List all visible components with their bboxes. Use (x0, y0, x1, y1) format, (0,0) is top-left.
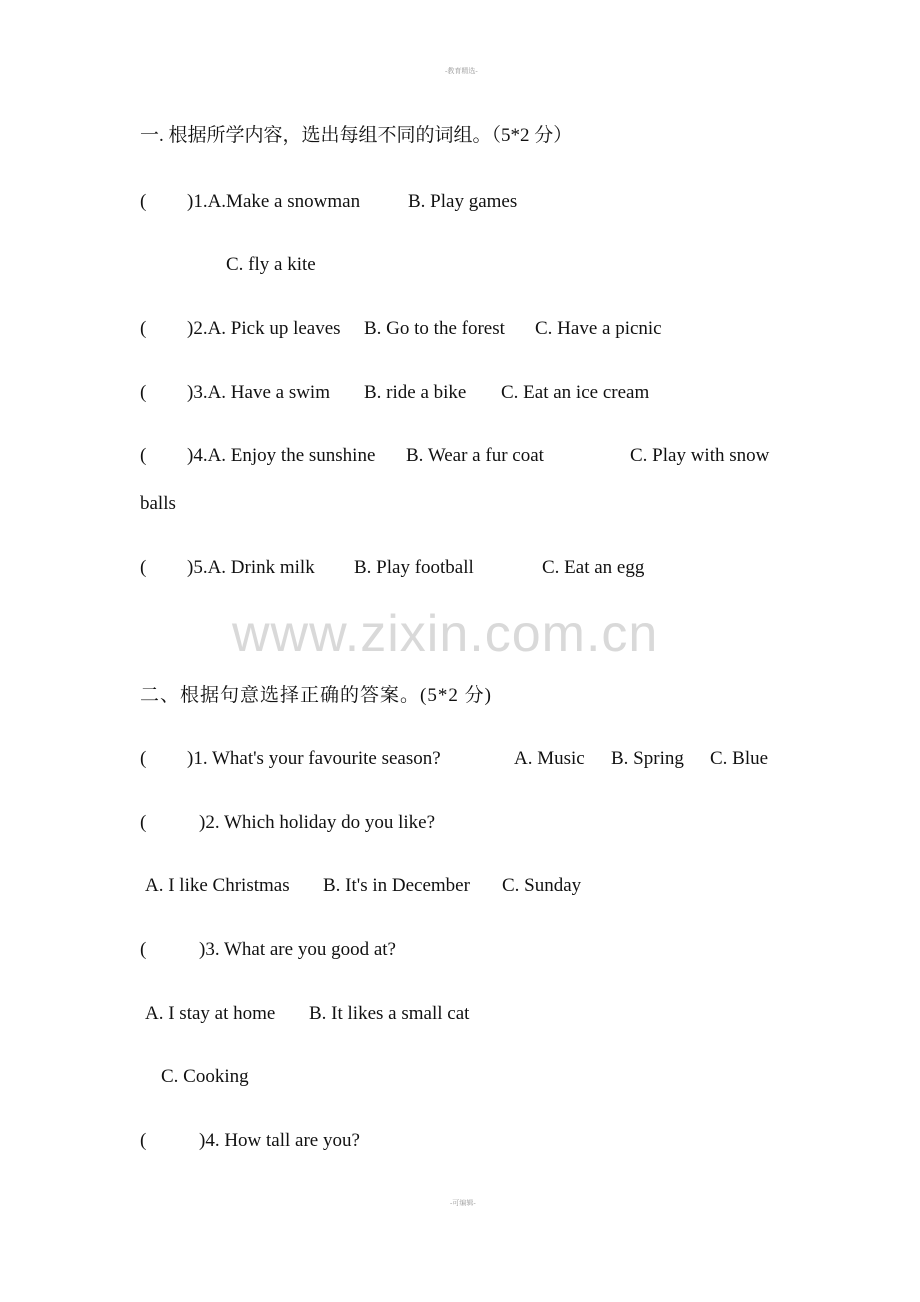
q4-option-c-cont: balls (140, 493, 176, 514)
s2-q3-option-b: B. It likes a small cat (309, 1003, 470, 1024)
q2-option-b: B. Go to the forest (364, 318, 505, 339)
q3-option-a: )3.A. Have a swim (187, 382, 330, 403)
s2-q2-question: )2. Which holiday do you like? (199, 812, 436, 833)
q3-option-b: B. ride a bike (364, 382, 467, 403)
watermark: www.zixin.com.cn (232, 605, 659, 663)
q1-paren: ( (140, 191, 147, 212)
footer-note: -可编辑- (450, 1199, 476, 1207)
q3-option-c: C. Eat an ice cream (501, 382, 650, 403)
q2-option-c: C. Have a picnic (535, 318, 662, 339)
q1-option-b: B. Play games (408, 191, 518, 212)
q5-option-c: C. Eat an egg (542, 557, 645, 578)
section2-title: 二、根据句意选择正确的答案。(5*2 分) (140, 685, 492, 706)
q4-option-b: B. Wear a fur coat (406, 445, 544, 466)
s2-q1-option-b: B. Spring (611, 748, 684, 769)
s2-q4-question: )4. How tall are you? (199, 1130, 360, 1151)
s2-q3-question: )3. What are you good at? (199, 939, 396, 960)
q4-paren: ( (140, 445, 147, 466)
q1-option-a: )1.A.Make a snowman (187, 191, 361, 212)
q3-paren: ( (140, 382, 147, 403)
q2-option-a: )2.A. Pick up leaves (187, 318, 341, 339)
s2-q1-option-a: A. Music (514, 748, 585, 769)
q5-paren: ( (140, 557, 147, 578)
section1-title: 一. 根据所学内容，选出每组不同的词组。（5*2 分） (140, 125, 573, 146)
q5-option-a: )5.A. Drink milk (187, 557, 315, 578)
s2-q2-option-c: C. Sunday (502, 875, 582, 896)
s2-q3-option-c: C. Cooking (161, 1066, 249, 1087)
q4-option-a: )4.A. Enjoy the sunshine (187, 445, 376, 466)
q2-paren: ( (140, 318, 147, 339)
s2-q3-option-a: A. I stay at home (145, 1003, 276, 1024)
s2-q2-paren: ( (140, 812, 147, 833)
q4-option-c: C. Play with snow (630, 445, 770, 466)
q5-option-b: B. Play football (354, 557, 474, 578)
s2-q1-option-c: C. Blue (710, 748, 769, 769)
s2-q4-paren: ( (140, 1130, 147, 1151)
q1-option-c: C. fly a kite (226, 254, 316, 275)
s2-q2-option-b: B. It's in December (323, 875, 470, 896)
s2-q2-option-a: A. I like Christmas (145, 875, 290, 896)
header-note: -教育精选- (445, 67, 478, 75)
s2-q3-paren: ( (140, 939, 147, 960)
s2-q1-question: )1. What's your favourite season? (187, 748, 441, 769)
s2-q1-paren: ( (140, 748, 147, 769)
